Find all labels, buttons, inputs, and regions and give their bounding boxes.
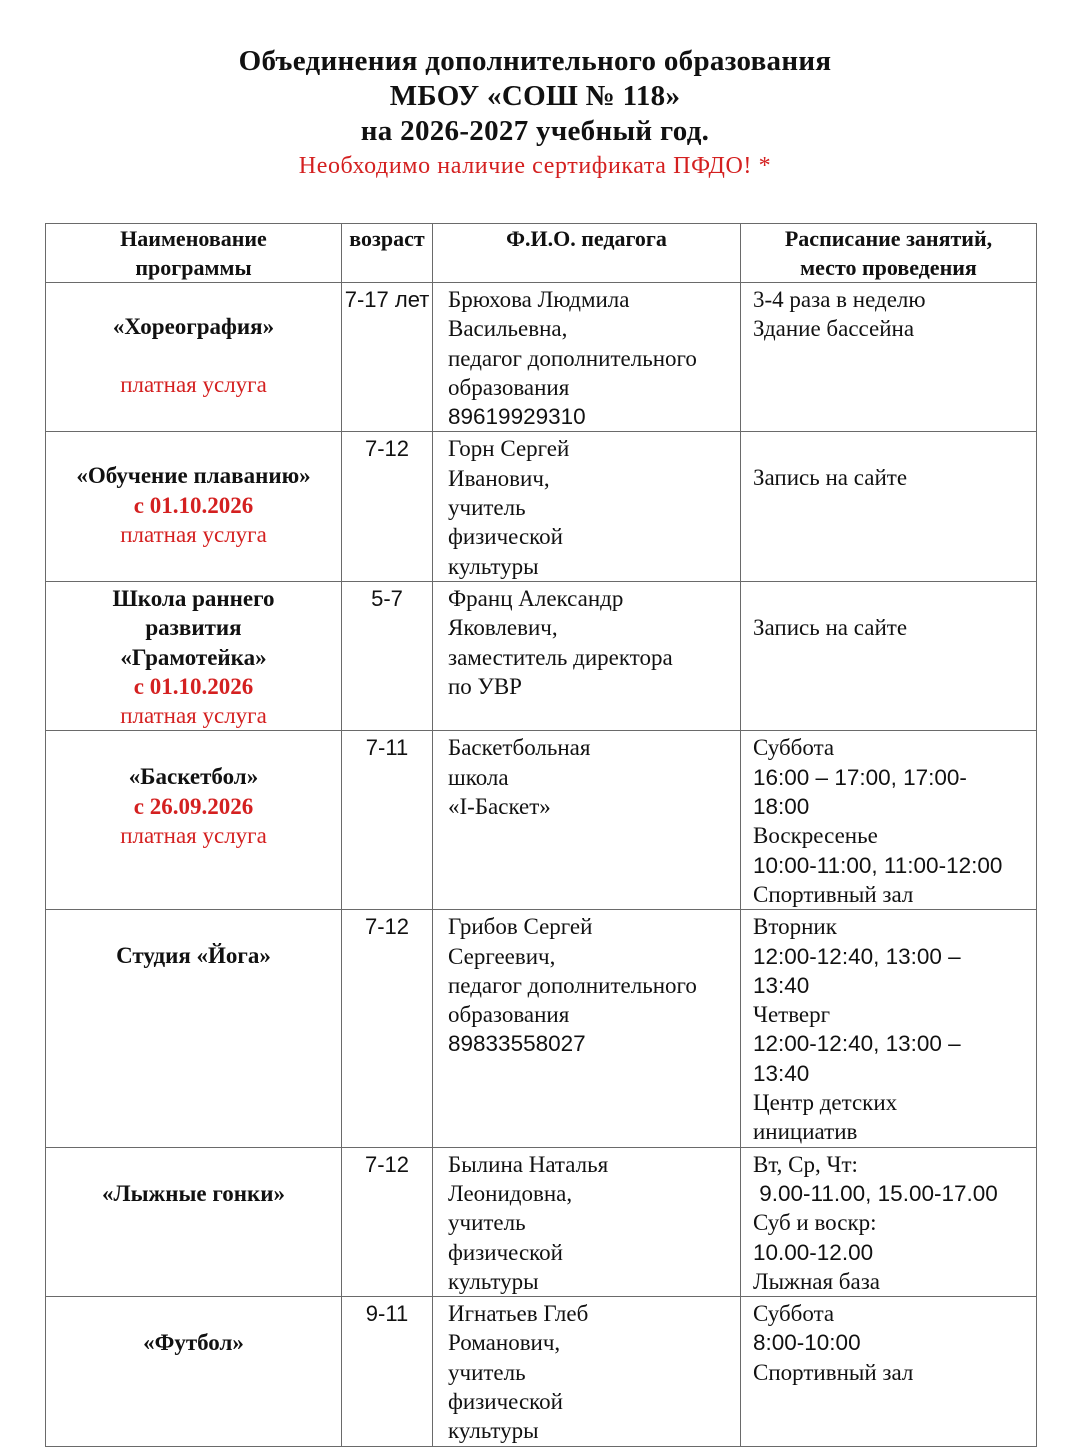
schedule-cell — [741, 283, 1037, 432]
program-name: «Футбол» — [143, 1330, 244, 1356]
program-name-cell — [46, 581, 342, 730]
program-name-cell — [46, 1147, 342, 1296]
teacher-line: образования — [448, 374, 570, 400]
title-line-3: на 2026-2027 учебный год. — [360, 115, 710, 147]
schedule-line: Четверг — [753, 1002, 831, 1028]
header-program-name — [46, 224, 342, 283]
schedule-line: 9.00-11.00, 15.00-17.00 — [753, 1180, 998, 1206]
program-name-cell — [46, 731, 342, 910]
table-row — [46, 432, 1037, 581]
teacher-line: учитель — [448, 1210, 526, 1236]
teacher-line: учитель — [448, 495, 526, 521]
paid-service-note: платная услуга — [120, 372, 267, 398]
header-teacher — [433, 224, 741, 283]
teacher-cell — [433, 432, 741, 581]
program-name-line: «Грамотейка» — [120, 644, 267, 670]
age-value: 9-11 — [365, 1301, 409, 1327]
paid-service-note: платная услуга — [120, 823, 267, 849]
program-name: «Обучение плаванию» — [76, 463, 311, 489]
teacher-line: Горн Сергей — [448, 436, 570, 462]
schedule-line: Спортивный зал — [753, 1359, 914, 1385]
schedule-cell — [741, 910, 1037, 1147]
age-cell — [342, 1147, 433, 1296]
teacher-phone: 89833558027 — [448, 1031, 586, 1057]
start-date: с 01.10.2026 — [133, 673, 254, 699]
header-age-label: возраст — [349, 226, 425, 251]
teacher-line: Васильевна, — [448, 316, 568, 342]
header-schedule-line-2: место проведения — [800, 255, 977, 280]
header-program-name-line-1: Наименование — [120, 226, 267, 251]
table-row — [46, 1147, 1037, 1296]
teacher-line: культуры — [448, 553, 539, 579]
header-schedule — [741, 224, 1037, 283]
start-date: с 01.10.2026 — [133, 492, 254, 518]
schedule-line: Запись на сайте — [753, 465, 908, 491]
teacher-cell — [433, 1147, 741, 1296]
teacher-cell — [433, 1297, 741, 1446]
schedule-line: 12:00-12:40, 13:00 – — [753, 943, 961, 969]
document-header — [0, 44, 1070, 183]
schedule-cell — [741, 581, 1037, 730]
program-name: Студия «Йога» — [116, 943, 271, 969]
teacher-line: Леонидовна, — [448, 1180, 573, 1206]
teacher-line: физической — [448, 524, 563, 550]
teacher-phone: 89619929310 — [448, 404, 586, 430]
paid-service-note: платная услуга — [120, 522, 267, 548]
schedule-line: Вт, Ср, Чт: — [753, 1151, 858, 1177]
teacher-line: школа — [448, 764, 509, 790]
age-value: 7-17 лет — [344, 287, 430, 312]
teacher-line: Грибов Сергей — [448, 914, 593, 940]
schedule-cell — [741, 731, 1037, 910]
schedule-line: Суббота — [753, 735, 835, 761]
teacher-line: Сергеевич, — [448, 943, 556, 969]
table-row — [46, 731, 1037, 910]
schedule-line: Лыжная база — [753, 1268, 880, 1294]
schedule-line: Спортивный зал — [753, 881, 914, 907]
program-name-line: развития — [145, 615, 242, 641]
teacher-line: Романович, — [448, 1330, 561, 1356]
teacher-cell — [433, 581, 741, 730]
age-value: 7-12 — [364, 436, 410, 462]
schedule-line: Воскресенье — [753, 823, 878, 849]
age-cell — [342, 581, 433, 730]
schedule-line: 10.00-12.00 — [753, 1239, 874, 1265]
teacher-line: физической — [448, 1388, 563, 1414]
programs-table — [45, 223, 1037, 1447]
table-header-row — [46, 224, 1037, 283]
teacher-line: культуры — [448, 1268, 539, 1294]
schedule-line: Центр детских — [753, 1090, 898, 1116]
table-row — [46, 1297, 1037, 1446]
teacher-line: педагог дополнительного — [448, 345, 697, 371]
start-date: с 26.09.2026 — [133, 793, 254, 819]
teacher-line: учитель — [448, 1359, 526, 1385]
program-name-cell — [46, 283, 342, 432]
age-value: 7-11 — [365, 735, 409, 761]
teacher-line: Игнатьев Глеб — [448, 1301, 589, 1327]
schedule-line: 18:00 — [753, 794, 810, 820]
teacher-cell — [433, 910, 741, 1147]
schedule-line: Суббота — [753, 1301, 835, 1327]
certificate-warning: Необходимо наличие сертификата ПФДО! * — [298, 153, 772, 179]
teacher-line: Иванович, — [448, 465, 550, 491]
schedule-line: 12:00-12:40, 13:00 – — [753, 1031, 961, 1057]
schedule-line: 13:40 — [753, 1060, 810, 1086]
teacher-line: Яковлевич, — [448, 615, 558, 641]
schedule-line: 13:40 — [753, 972, 810, 998]
teacher-line: физической — [448, 1239, 563, 1265]
header-age — [342, 224, 433, 283]
header-program-name-line-2: программы — [135, 255, 252, 280]
teacher-line: Баскетбольная — [448, 735, 591, 761]
table-row — [46, 283, 1037, 432]
age-cell — [342, 432, 433, 581]
teacher-line: образования — [448, 1002, 570, 1028]
schedule-line: 8:00-10:00 — [753, 1330, 861, 1356]
schedule-line: инициатив — [753, 1119, 858, 1145]
program-name-cell — [46, 910, 342, 1147]
program-name-cell — [46, 1297, 342, 1446]
teacher-line: «I-Баскет» — [448, 794, 551, 820]
teacher-line: по УВР — [448, 673, 522, 699]
age-cell — [342, 1297, 433, 1446]
schedule-line: 16:00 – 17:00, 17:00- — [753, 764, 967, 790]
teacher-line: педагог дополнительного — [448, 972, 697, 998]
teacher-line: Франц Александр — [448, 585, 624, 611]
paid-service-note: платная услуга — [120, 703, 267, 729]
age-cell — [342, 283, 433, 432]
age-cell — [342, 910, 433, 1147]
program-name: «Хореография» — [112, 314, 275, 339]
table-row — [46, 910, 1037, 1147]
age-value: 7-12 — [364, 1151, 410, 1177]
program-name: «Баскетбол» — [128, 764, 259, 790]
title-line-1: Объединения дополнительного образования — [238, 45, 832, 77]
schedule-cell — [741, 432, 1037, 581]
teacher-line: заместитель директора — [448, 644, 673, 670]
program-name: «Лыжные гонки» — [101, 1180, 286, 1206]
teacher-cell — [433, 731, 741, 910]
schedule-line: Здание бассейна — [753, 316, 915, 342]
header-schedule-line-1: Расписание занятий, — [784, 226, 993, 251]
program-name-cell — [46, 432, 342, 581]
title-line-2: МБОУ «СОШ № 118» — [389, 80, 681, 112]
header-teacher-label: Ф.И.О. педагога — [506, 226, 667, 251]
teacher-line: Брюхова Людмила — [448, 287, 630, 312]
teacher-cell — [433, 283, 741, 432]
teacher-line: культуры — [448, 1418, 539, 1444]
program-name-line: Школа раннего — [112, 585, 275, 611]
schedule-line: Запись на сайте — [753, 614, 908, 640]
schedule-line: 3-4 раза в неделю — [753, 287, 926, 312]
table-row — [46, 581, 1037, 730]
schedule-line: Вторник — [753, 914, 837, 940]
teacher-line: Былина Наталья — [448, 1151, 609, 1177]
age-value: 5-7 — [371, 585, 403, 611]
age-cell — [342, 731, 433, 910]
schedule-line: 10:00-11:00, 11:00-12:00 — [753, 852, 1003, 878]
schedule-cell — [741, 1147, 1037, 1296]
schedule-cell — [741, 1297, 1037, 1446]
schedule-line: Суб и воскр: — [753, 1210, 877, 1236]
age-value: 7-12 — [364, 914, 410, 940]
